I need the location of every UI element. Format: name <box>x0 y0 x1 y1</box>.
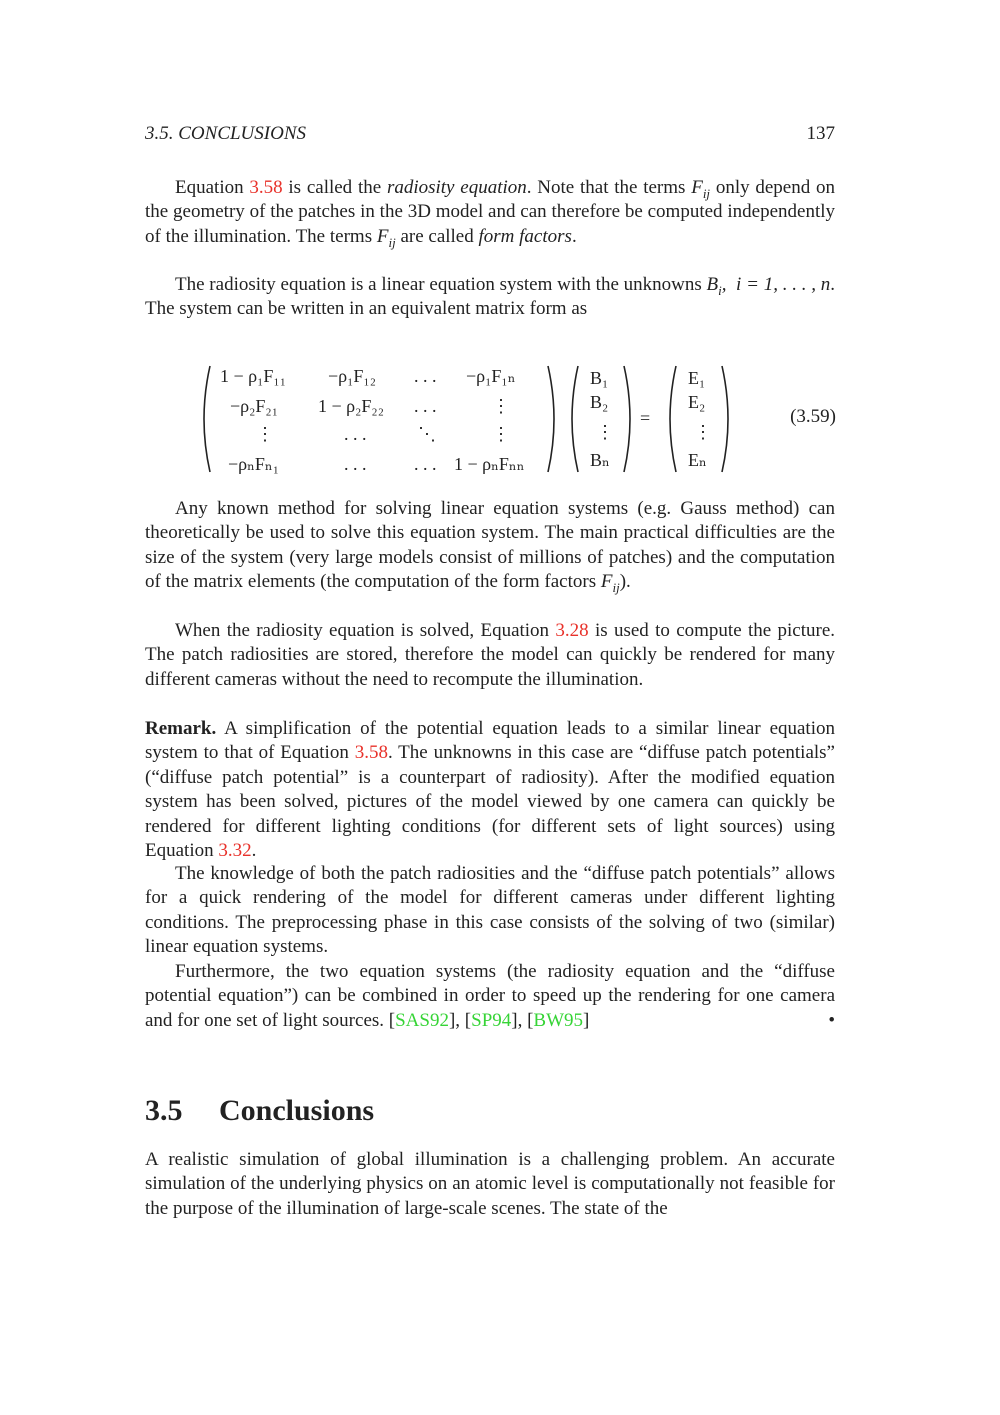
remark-paragraph <box>145 717 835 863</box>
text: When the radiosity equation is solved, Equation <box>175 620 556 641</box>
end-of-remark-bullet: • <box>828 1009 835 1031</box>
text: . <box>251 840 257 862</box>
matrix-cell: 1 − ρ₁F₁₁ <box>220 366 286 386</box>
running-title: 3.5. CONCLUSIONS <box>145 123 306 144</box>
b-vector-right-paren <box>624 366 630 472</box>
e-vector-left-paren <box>670 366 676 472</box>
b-vector-left-paren <box>572 366 578 472</box>
e-vector-entry: ⋮ <box>694 422 712 442</box>
term-form-factors: form factors <box>478 225 572 247</box>
matrix-cell: −ρ₁F₁₂ <box>328 366 376 386</box>
citation-link[interactable]: SAS92 <box>395 1009 449 1031</box>
matrix-cell: 1 − ρₙFₙₙ <box>454 454 525 474</box>
text: Equation <box>175 177 250 198</box>
matrix-equation <box>196 362 836 477</box>
b-vector-entry: Bₙ <box>590 450 610 470</box>
math-fij: $F_{ij}$ <box>691 177 711 201</box>
equals-sign: = <box>640 408 651 428</box>
matrix-cell: −ρ₂F₂₁ <box>230 396 278 416</box>
remark-title: Remark. <box>145 718 217 739</box>
matrix-cell: . . . <box>344 424 367 444</box>
text: ], [ <box>511 1009 534 1031</box>
paragraph-furthermore <box>145 960 835 1033</box>
b-vector-entry: ⋮ <box>596 422 614 442</box>
matrix-right-paren <box>548 366 554 472</box>
equation-link[interactable]: 3.58 <box>249 177 283 198</box>
text: is used to compute the picture. The patch radiosities are stored, therefore the model can quickly be rendered for many different cameras without the need to recompute the illumination. <box>145 620 835 690</box>
matrix-cell: −ρₙFₙ₁ <box>228 454 279 474</box>
citation-link[interactable]: BW95 <box>533 1009 584 1031</box>
b-vector-entry: B₂ <box>590 392 609 412</box>
text: . The system can be written in an equivalent matrix form as <box>145 274 836 320</box>
equation-link[interactable]: 3.32 <box>218 840 252 862</box>
citation-link[interactable]: SP94 <box>471 1009 512 1031</box>
matrix-cell: ⋮ <box>492 396 510 416</box>
math-range: 1, . . . , n <box>763 274 831 295</box>
text: ] <box>583 1009 590 1031</box>
math-fij: $F_{ij}$ <box>376 225 396 250</box>
math-bi: $B_i$, i = <box>706 274 759 298</box>
text: ). <box>619 571 631 593</box>
text: The radiosity equation is a linear equation system with the unknowns <box>175 274 707 295</box>
matrix-cell: −ρ₁F₁ₙ <box>466 366 516 386</box>
text: Furthermore, the two equation systems (the radiosity equation and the “diffuse potential equation”) can be combined in order to speed up the rendering for one camera and for one set of light sources. [ <box>145 961 835 1031</box>
paragraph-solving-methods <box>145 497 835 595</box>
matrix-cell: . . . <box>344 454 367 474</box>
matrix-cell: ⋮ <box>256 424 274 444</box>
paragraph-knowledge: The knowledge of both the patch radiosities and the “diffuse patch potentials” allows for a quick rendering of the model for different cameras under different lighting conditions. The preprocessing phase in this case consists of the solving of two (similar) linear equation systems. <box>145 863 835 958</box>
e-vector-entry: E₁ <box>688 368 706 388</box>
text: are called <box>395 225 479 247</box>
e-vector-entry: E₂ <box>688 392 706 412</box>
equation-number: (3.59) <box>790 406 836 427</box>
term-radiosity-equation: radiosity equation <box>386 177 527 198</box>
text: . <box>571 225 577 247</box>
paragraph-radiosity-equation <box>145 176 835 249</box>
equation-link[interactable]: 3.58 <box>354 742 388 764</box>
section-heading <box>145 1092 835 1130</box>
e-vector-right-paren <box>722 366 728 472</box>
paragraph-rendering <box>145 619 835 692</box>
matrix-cell: . . . <box>414 366 437 386</box>
matrix-cell: ⋮ <box>492 424 510 444</box>
paragraph-linear-system <box>145 273 835 322</box>
b-vector-entry: B₁ <box>590 368 609 388</box>
matrix-left-paren <box>204 366 210 472</box>
text: A simplification of the potential equation leads to a similar linear equation system to that of Equation <box>145 718 835 764</box>
section-number: 3.5 <box>145 1094 183 1127</box>
text: is called the <box>282 177 387 198</box>
e-vector-entry: Eₙ <box>688 450 707 470</box>
matrix-cell: ⋱ <box>418 424 436 444</box>
equation-link[interactable]: 3.28 <box>555 620 589 641</box>
text: . Note that the terms <box>526 177 692 198</box>
text: only depend on the geometry of the patches in the 3D model and can therefore be computed independently of the illumination. The terms <box>145 177 835 247</box>
section-title: Conclusions <box>219 1094 375 1127</box>
paragraph-conclusions: A realistic simulation of global illumination is a challenging problem. An accurate simulation of the underlying physics on an atomic level is computationally not feasible for the purpose of the illumination of large-scale scenes. The state of the <box>145 1149 835 1219</box>
text: . The unknowns in this case are “diffuse patch potentials” (“diffuse patch potential” is a counterpart of radiosity). After the modified equation system has been solved, pictures of the model viewed by one camera can quickly be rendered for different lighting conditions (for different sets of light sources) using Equation <box>145 742 835 862</box>
text: ], [ <box>448 1009 472 1031</box>
math-fij: $F_{ij}$ <box>600 571 620 596</box>
matrix-cell: . . . <box>414 396 437 416</box>
text: Any known method for solving linear equation systems (e.g. Gauss method) can theoretically be used to solve this equation system. The main practical difficulties are the size of the system (very large models consist of millions of patches) and the computation of the matrix elements (the computation of the form factors <box>145 498 835 593</box>
equation-brackets <box>196 362 886 477</box>
page-number: 137 <box>806 123 835 144</box>
matrix-cell: . . . <box>414 454 437 474</box>
matrix-cell: 1 − ρ₂F₂₂ <box>318 396 384 416</box>
